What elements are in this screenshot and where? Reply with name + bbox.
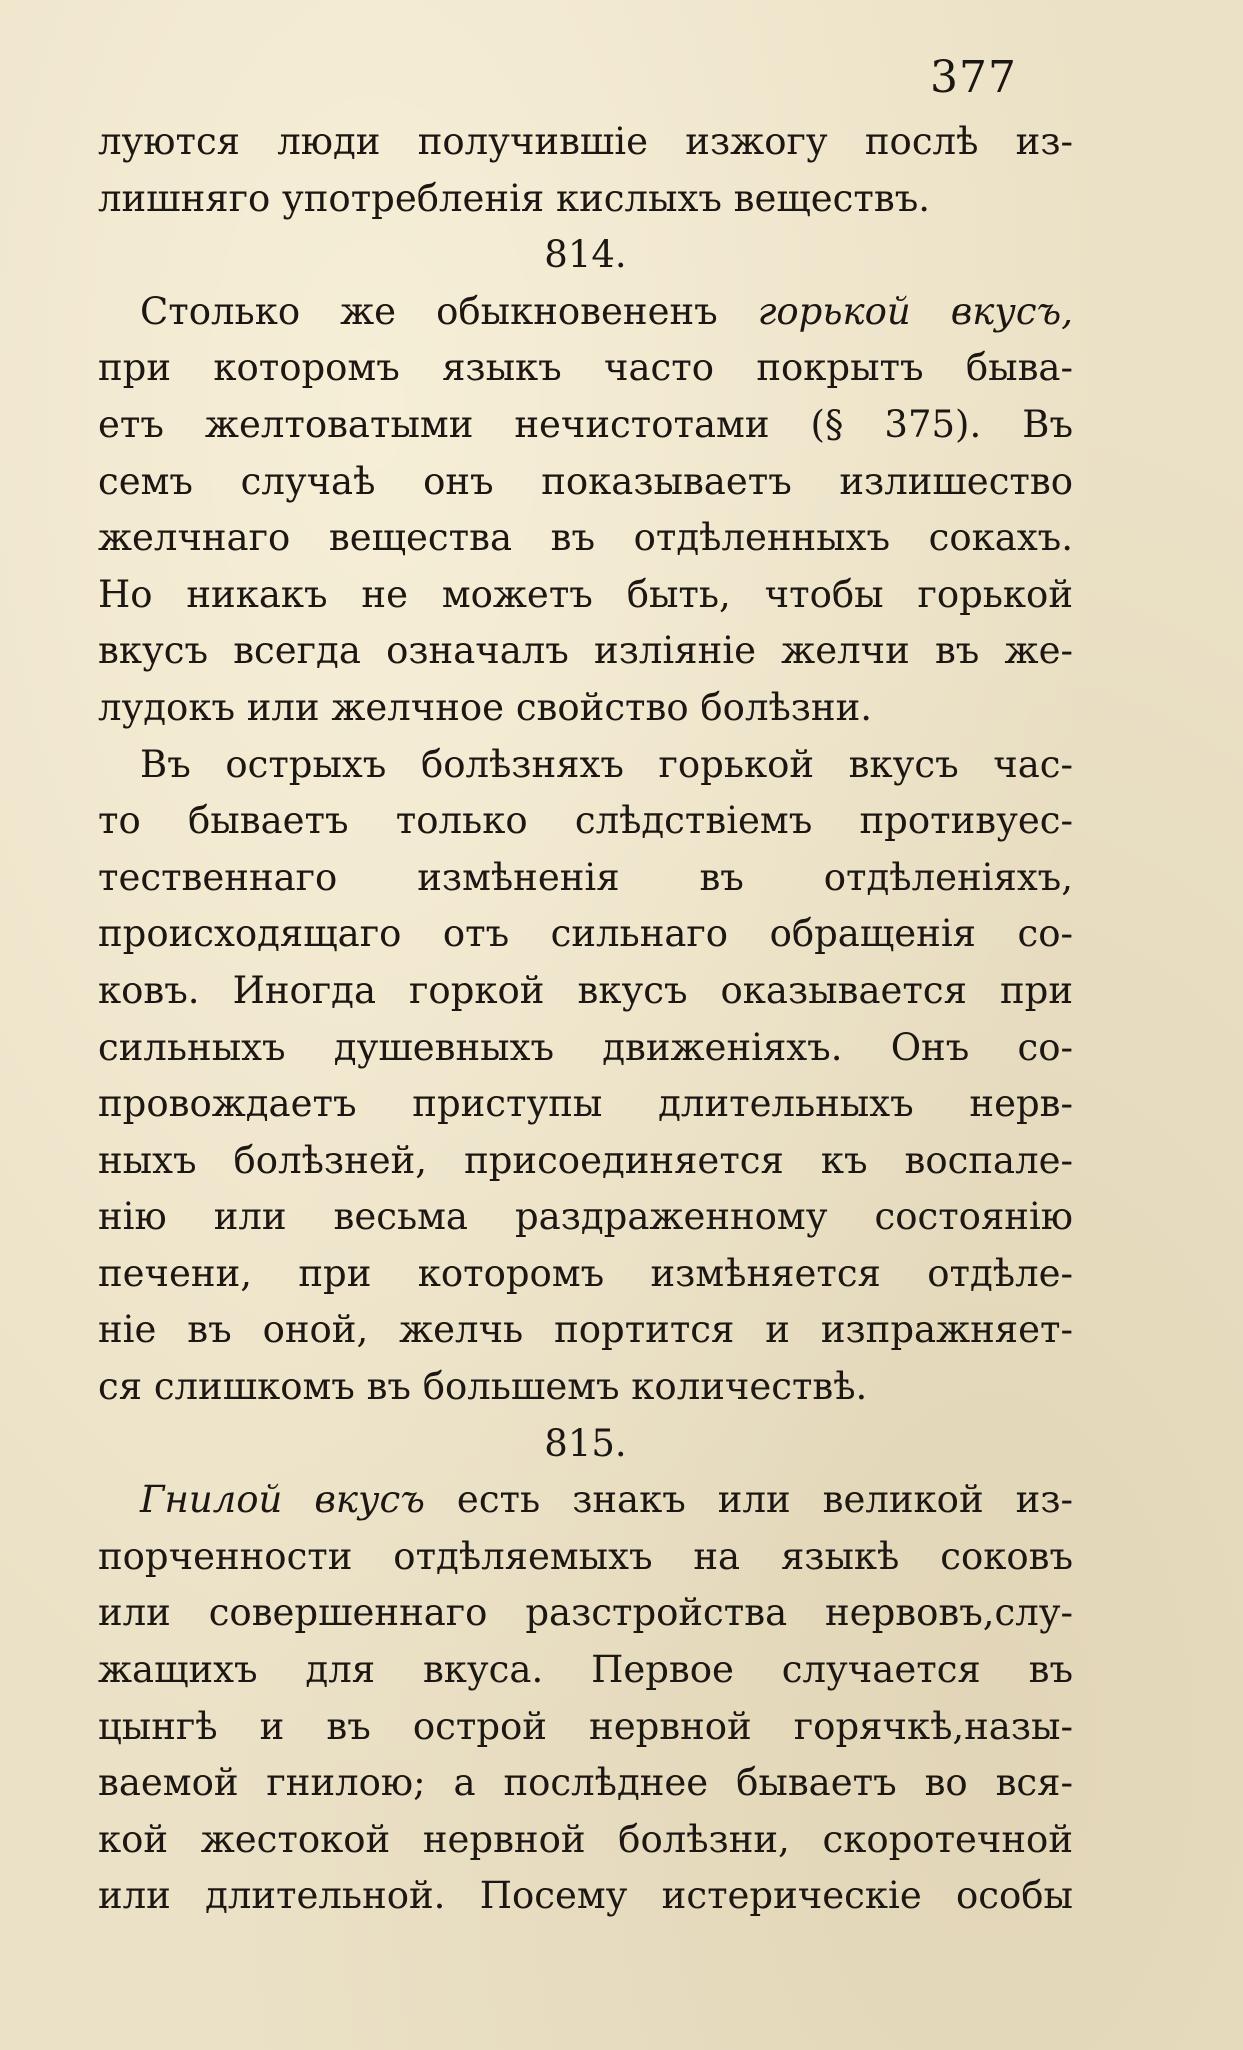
text-line xyxy=(98,510,1073,567)
line-text: Въ острыхъ болѣзняхъ горькой вкусъ час- xyxy=(140,742,1073,786)
text-line xyxy=(98,680,1073,737)
text-line xyxy=(98,1529,1073,1586)
text-line xyxy=(98,1076,1073,1133)
line-text: то бываетъ только слѣдствіемъ противуес- xyxy=(98,799,1073,843)
text-line xyxy=(98,1699,1073,1756)
line-text: ваемой гнилою; а послѣднее бываетъ во вся- xyxy=(98,1761,1073,1805)
text-line xyxy=(98,1755,1073,1812)
italic-term: горькой вкусъ, xyxy=(757,289,1073,333)
line-text: Столько же обыкновененъ xyxy=(140,289,758,333)
text-line xyxy=(98,171,1073,228)
text-line xyxy=(98,1812,1073,1869)
line-text: кой жестокой нервной болѣзни, скоротечной xyxy=(98,1817,1073,1861)
text-body xyxy=(98,114,1073,1925)
line-text: есть знакъ или великой из- xyxy=(424,1478,1073,1522)
line-text: луются люди получившіе изжогу послѣ из- xyxy=(98,120,1073,163)
paragraph xyxy=(98,284,1073,737)
text-line xyxy=(98,1133,1073,1190)
paragraph xyxy=(98,114,1073,227)
text-line xyxy=(98,1642,1073,1699)
text-line xyxy=(98,906,1073,963)
text-line xyxy=(98,1246,1073,1303)
line-text: ся слишкомъ въ большемъ количествѣ. xyxy=(98,1365,868,1409)
text-line xyxy=(98,623,1073,680)
italic-term: Гнилой вкусъ xyxy=(140,1478,425,1522)
line-text: семъ случаѣ онъ показываетъ излишество xyxy=(98,459,1073,503)
line-text: происходящаго отъ сильнаго обращенія со- xyxy=(98,912,1073,956)
paragraph xyxy=(98,1472,1073,1925)
text-line xyxy=(98,454,1073,511)
section-number: 814. xyxy=(544,233,627,277)
line-text: провождаетъ приступы длительныхъ нерв- xyxy=(98,1082,1073,1126)
line-text: ковъ. Иногда горкой вкусъ оказывается при xyxy=(98,968,1073,1012)
page-number: 377 xyxy=(930,52,1017,103)
line-text: вкусъ всегда означалъ изліяніе желчи въ же- xyxy=(98,629,1073,673)
line-text: цынгѣ и въ острой нервной горячкѣ,назы- xyxy=(98,1704,1073,1748)
text-line xyxy=(98,284,1073,341)
line-text: сильныхъ душевныхъ движеніяхъ. Онъ со- xyxy=(98,1025,1073,1069)
text-line xyxy=(98,793,1073,850)
text-line xyxy=(98,963,1073,1020)
line-text: тественнаго измѣненія въ отдѣленіяхъ, xyxy=(98,855,1073,899)
line-text: при которомъ языкъ часто покрытъ быва- xyxy=(98,346,1073,390)
text-line xyxy=(98,340,1073,397)
text-line xyxy=(98,567,1073,624)
text-line xyxy=(98,1189,1073,1246)
text-line xyxy=(98,1585,1073,1642)
text-line xyxy=(98,114,1073,171)
text-line xyxy=(98,1868,1073,1925)
line-text: жащихъ для вкуса. Первое случается въ xyxy=(98,1648,1073,1692)
section-number: 815. xyxy=(544,1421,627,1465)
text-line xyxy=(98,1302,1073,1359)
text-line xyxy=(98,1359,1073,1416)
line-text: порченности отдѣляемыхъ на языкѣ соковъ xyxy=(98,1534,1073,1578)
text-line xyxy=(98,850,1073,907)
line-text: ныхъ болѣзней, присоединяется къ воспале- xyxy=(98,1138,1073,1182)
line-text: печени, при которомъ измѣняется отдѣле- xyxy=(98,1251,1073,1295)
line-text: нію или весьма раздраженному состоянію xyxy=(98,1195,1073,1239)
line-text: или длительной. Посему истерическіе особы xyxy=(98,1874,1073,1918)
text-line xyxy=(98,737,1073,794)
line-text: етъ желтоватыми нечистотами (§ 375). Въ xyxy=(98,402,1073,446)
paragraph xyxy=(98,737,1073,1416)
line-text: или совершеннаго разстройства нервовъ,слу- xyxy=(98,1591,1073,1635)
text-line xyxy=(98,1472,1073,1529)
line-text: лишняго употребленія кислыхъ веществъ. xyxy=(98,176,930,220)
line-text: Но никакъ не можетъ быть, чтобы горькой xyxy=(98,572,1073,616)
text-line xyxy=(98,1020,1073,1077)
line-text: желчнаго вещества въ отдѣленныхъ сокахъ. xyxy=(98,516,1073,560)
line-text: ніе въ оной, желчь портится и изпражняет- xyxy=(98,1308,1073,1352)
line-text: лудокъ или желчное свойство болѣзни. xyxy=(98,685,873,729)
text-line xyxy=(98,397,1073,454)
